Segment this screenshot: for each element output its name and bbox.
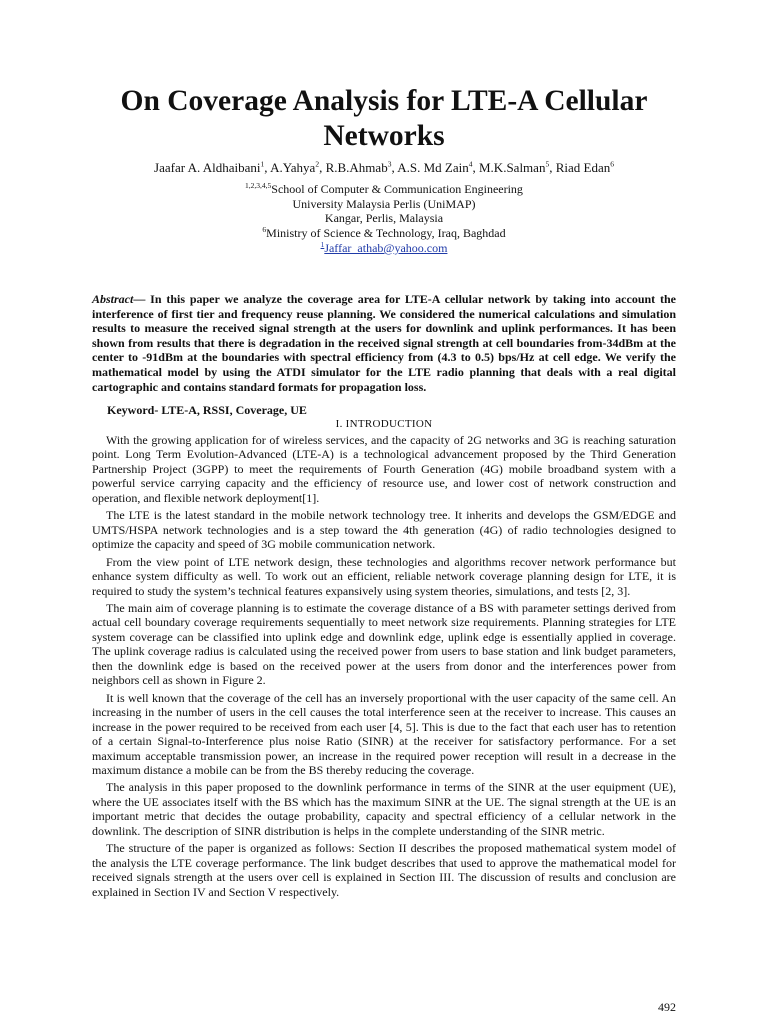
- author-superscript: 2: [315, 159, 320, 169]
- author: Riad Edan: [555, 160, 611, 175]
- author: A.S. Md Zain: [397, 160, 469, 175]
- keywords: Keyword- LTE-A, RSSI, Coverage, UE: [107, 403, 307, 417]
- section-heading: I. INTRODUCTION: [335, 418, 433, 430]
- author: Jaafar A. Aldhaibani: [154, 160, 261, 175]
- author-superscript: 4: [468, 159, 473, 169]
- paragraph: With the growing application for of wireless services, and the capacity of 2G networks and 3G is reaching saturation point. Long Term Evolution-Advanced (LTE-A) is a technological advancement proposed by the Third Generation Partnership Project (3GPP) to meet the requirements of Fourth Generation (4G) mobile broadband system with a powerful service carrying capacity and the efficiency of resource use, and lower cost of network construction and operation, and flexible network deployment[1].: [92, 433, 676, 505]
- affiliation-superscript: 6: [262, 225, 267, 235]
- paragraph: The structure of the paper is organized as follows: Section II describes the proposed mathematical system model of the analysis the LTE coverage performance. The link budget describes that used to approve the mathematical model for received signals strength at the users over cell is explained in Section III. The discussion of results and conclusion are explained in Section IV and Section V respectively.: [92, 841, 676, 899]
- affiliation-city: Kangar, Perlis, Malaysia: [324, 211, 444, 226]
- affiliations: [60, 182, 708, 256]
- paragraph: It is well known that the coverage of the cell has an inversely proportional with the user capacity of the same cell. An increasing in the number of users in the cell causes the total interference seen at the receiver to increase. This causes an increase in the power required to be received from each user [4, 5]. This is due to the fact that each user has to retention of a certain Signal-to-Interference plus noise Ratio (SINR) at the receiver for satisfactory performance. For a set maximum acceptable transmission power, an increase in the required power reception will result in a decrease in the maximum distance a mobile can be from the BS thereby reducing the coverage.: [92, 690, 676, 777]
- affiliation-university: University Malaysia Perlis (UniMAP): [292, 196, 476, 211]
- email-superscript: 1: [320, 239, 325, 249]
- paper-title: On Coverage Analysis for LTE-A Cellular Networks: [120, 85, 648, 152]
- paragraph: The main aim of coverage planning is to estimate the coverage distance of a BS with parameter settings derived from actual cell boundary coverage requirements sequentially to meet network size requirements. Planning strategies for LTE system coverage can be classified into uplink edge and downlink edge, uplink edge is essentially applied in coverage. The uplink coverage radius is calculated using the received power from users to base station and link budget parameters, then the downlink edge is based on the received power at the users from donor and the interferences power from neighbors cell as shown in Figure 2.: [92, 600, 676, 688]
- paragraph: The LTE is the latest standard in the mobile network technology tree. It inherits and develops the GSM/EDGE and UMTS/HSPA network technologies and is a step toward the 4th generation (4G) of radio technologies designed to optimize the capacity and speed of 3G mobile communication network.: [92, 508, 676, 552]
- abstract: [92, 292, 676, 394]
- author-superscript: 3: [387, 159, 392, 169]
- affiliation-superscript: 1,2,3,4,5: [245, 181, 272, 190]
- abstract-label: Abstract: [92, 292, 134, 306]
- author: R.B.Ahmab: [325, 160, 388, 175]
- paragraph: The analysis in this paper proposed to the downlink performance in terms of the SINR at the user equipment (UE), where the UE associates itself with the BS which has the maximum SINR at the UE. The signal strength at the UE is an important metric that decides the outage probability, capacity and spectral efficiency of a cellular network in the downlink. The description of SINR distribution is helps in the complete understanding of the SINR metric.: [92, 780, 676, 838]
- author-superscript: 5: [545, 159, 550, 169]
- email-link[interactable]: Jaffar_athab@yahoo.com: [324, 240, 448, 255]
- author: A.Yahya: [270, 160, 316, 175]
- introduction-body: [92, 433, 676, 902]
- abstract-text: In this paper we analyze the coverage area for LTE-A cellular network by taking into account the interference of first tier and frequency reuse planning. We considered the numerical calculations and simulation results to measure the received signal strength at the users for downlink and uplink performances. It has been shown from results that there is degradation in the received signal strength at cell boundaries from-34dBm at the center to -91dBm at the boundaries with spectral efficiency from (4.3 to 0.5) bps/Hz at cell edge. We verify the mathematical model by using the ATDI simulator for the LTE radio planning that deals with a real digital cartographic and contains standard formats for propagation loss.: [92, 292, 677, 394]
- author-list: Jaafar A. Aldhaibani$^1$, A.Yahya$^2$, R.B.Ahmab$^3$, A.S. Md Zain$^4$, M.K.Salman$^5$, Riad Edan$^6$: [154, 159, 614, 175]
- paragraph: From the view point of LTE network design, these technologies and algorithms recover network performance but enhance system difficulty as well. To work out an efficient, reliable network coverage planning design for LTE, it is required to study the system’s technical features expansively using system theories, simulations, and tests [2, 3].: [92, 554, 676, 598]
- author-superscript: 6: [610, 159, 614, 169]
- author-superscript: 1: [260, 159, 265, 169]
- affiliation-ministry: $^6$Ministry of Science & Technology, Iraq, Baghdad: [262, 225, 506, 241]
- page-number: 492: [658, 1000, 676, 1014]
- author: M.K.Salman: [479, 160, 546, 175]
- affiliation-school: $^{1,2,3,4,5}$School of Computer & Communication Engineering: [245, 181, 523, 196]
- author-email[interactable]: [60, 241, 708, 256]
- abstract-dash: —: [133, 292, 151, 306]
